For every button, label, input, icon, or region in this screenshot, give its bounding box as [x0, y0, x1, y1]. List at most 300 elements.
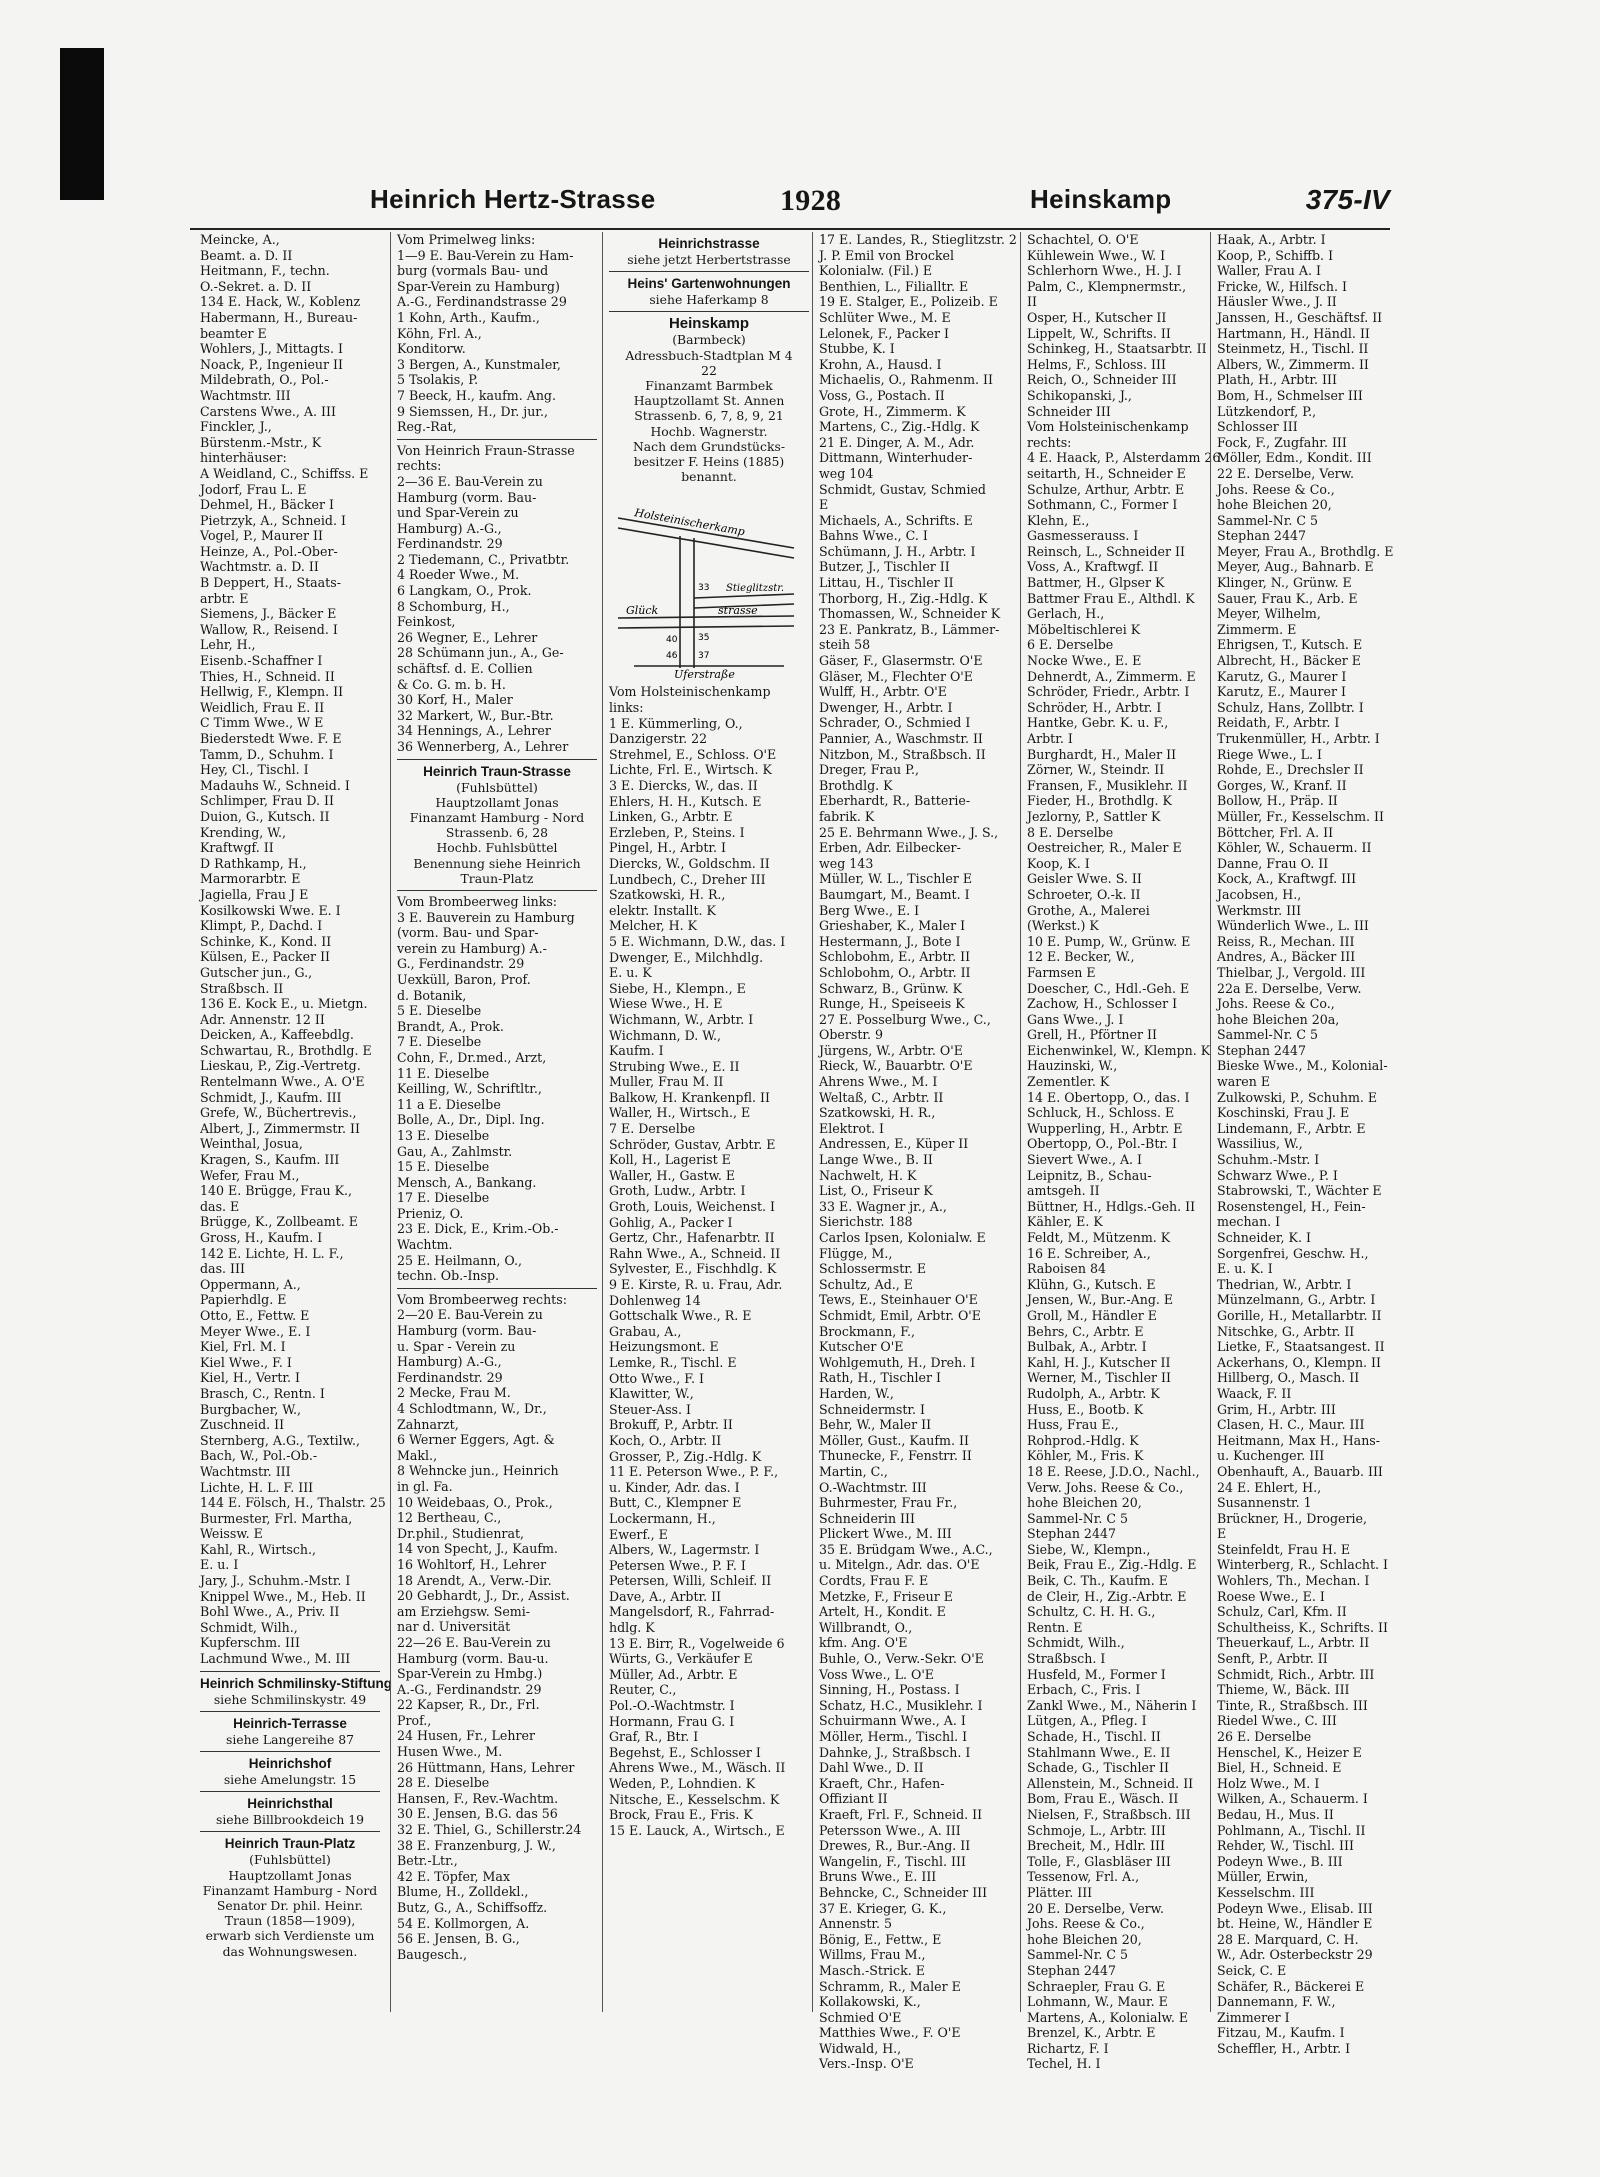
heinrich-traun-strasse-notes: [397, 780, 597, 886]
directory-entry: Reg.-Rat,: [397, 419, 457, 435]
directory-entry: Zulkowski, P., Schuhm. E: [1217, 1089, 1378, 1105]
directory-entry: Karutz, E., Maurer I: [1217, 684, 1346, 700]
directory-entry: Wohlers, J., Mittagts. I: [200, 341, 343, 357]
directory-entry: 17 E. Landes, R., Stieglitzstr. 2: [819, 232, 1017, 247]
directory-entry: Voss, A., Kraftwgf. II: [1027, 559, 1159, 575]
directory-entry: Lohmann, W., Maur. E: [1027, 1994, 1168, 2010]
directory-entry: Wichmann, W., Arbtr. I: [609, 1011, 754, 1027]
directory-entry: W., Adr. Osterbeckstr 29: [1217, 1947, 1373, 1963]
directory-entry: Michaelis, O., Rahmenm. II: [819, 372, 993, 388]
directory-entry: 26 Wegner, E., Lehrer: [397, 629, 538, 645]
directory-entry: weg 104: [819, 465, 874, 481]
directory-entry: Kesselschm. III: [1217, 1884, 1315, 1900]
directory-entry: 7 E. Dieselbe: [397, 1034, 482, 1050]
directory-entry: Tamm, D., Schuhm. I: [200, 746, 334, 762]
directory-entry: E. u. K. I: [1217, 1261, 1273, 1277]
directory-entry: Dittmann, Winterhuder-: [819, 450, 973, 466]
directory-entry: Koschinski, Frau J. E: [1217, 1105, 1350, 1121]
directory-entry: Grabau, A.,: [609, 1323, 682, 1339]
directory-entry: Buhle, O., Verw.-Sekr. O'E: [819, 1651, 984, 1667]
directory-entry: nar d. Universität: [397, 1619, 511, 1635]
directory-entry: Waller, H., Wirtsch., E: [609, 1105, 751, 1121]
directory-entry: Obenhauft, A., Bauarb. III: [1217, 1463, 1383, 1479]
directory-entry: steih 58: [819, 637, 871, 653]
directory-entry: Böttcher, Frl. A. II: [1217, 824, 1334, 840]
directory-entry: fabrik. K: [819, 808, 875, 824]
directory-entry: Wiese Wwe., H. E: [609, 996, 723, 1012]
directory-entry: Makl.,: [397, 1447, 438, 1463]
directory-entry: Mangelsdorf, R., Fahrrad-: [609, 1604, 775, 1620]
directory-entry: Meyer, Frau A., Brothdlg. E: [1217, 543, 1394, 559]
directory-entry: amtsgeh. II: [1027, 1183, 1100, 1199]
directory-entry: Geisler Wwe. S. II: [1027, 871, 1142, 887]
directory-entry: Brecheit, M., Hdlr. III: [1027, 1838, 1165, 1854]
directory-entry: Janssen, H., Geschäftsf. II: [1217, 309, 1383, 325]
column-3-entries: [609, 684, 809, 1838]
directory-entry: 22—26 E. Bau-Verein zu: [397, 1634, 551, 1650]
directory-entry: Schneider III: [1027, 403, 1111, 419]
column-1-entries: [200, 232, 386, 1667]
directory-entry: Prieniz, O.: [397, 1205, 464, 1221]
directory-entry: Behrs, C., Arbtr. E: [1027, 1323, 1144, 1339]
directory-entry: techn. Ob.-Insp.: [397, 1268, 500, 1284]
note-line: Adressbuch-Stadtplan M 4: [625, 347, 793, 363]
directory-entry: Grosser, P., Zig.-Hdlg. K: [609, 1448, 762, 1464]
column-5: [1020, 232, 1221, 2072]
directory-entry: Susannenstr. 1: [1217, 1495, 1312, 1511]
directory-entry: Matthies Wwe., F. O'E: [819, 2025, 961, 2041]
directory-entry: Kraeft, Chr., Hafen-: [819, 1775, 945, 1791]
directory-entry: A.-G., Ferdinandstr. 29: [397, 1681, 542, 1697]
directory-entry: Schulze, Arthur, Arbtr. E: [1027, 481, 1185, 497]
directory-entry: Szatkowski, H. R.,: [609, 887, 726, 903]
directory-entry: Schäfer, R., Bäckerei E: [1217, 1978, 1365, 1994]
directory-entry: Albert, J., Zimmermstr. II: [200, 1120, 360, 1136]
directory-entry: Albers, W., Lagermstr. I: [609, 1542, 760, 1558]
section-heading-heinrichstrasse: Heinrichstrasse: [658, 236, 760, 251]
directory-entry: Bruns Wwe., E. III: [819, 1869, 937, 1885]
directory-entry: Ewerf., E: [609, 1526, 668, 1542]
directory-entry: Vom Brombeerweg rechts:: [397, 1291, 567, 1307]
directory-entry: Schmidt, Wilh.,: [200, 1619, 298, 1635]
directory-entry: Theuerkauf, L., Arbtr. II: [1217, 1635, 1370, 1651]
directory-entry: 11 E. Peterson Wwe., P. F.,: [609, 1464, 779, 1480]
column-1-references: [200, 1671, 393, 1828]
directory-entry: Eichenwinkel, W., Klempn. K: [1027, 1042, 1211, 1058]
directory-entry: Allenstein, M., Schneid. II: [1027, 1775, 1194, 1791]
directory-entry: Palm, C., Klempnermstr.,: [1027, 278, 1187, 294]
directory-entry: Zuschneid. II: [200, 1417, 285, 1433]
directory-entry: Lundbech, C., Dreher III: [609, 871, 766, 887]
directory-entry: Wulff, H., Arbtr. O'E: [819, 684, 947, 700]
directory-entry: E: [1217, 1526, 1227, 1542]
note-line: Traun (1858—1909),: [224, 1913, 356, 1929]
directory-entry: Gertz, Chr., Hafenarbtr. II: [609, 1230, 775, 1246]
directory-entry: Verw. Johs. Reese & Co.,: [1027, 1479, 1184, 1495]
section-heading-heinrich-traun-strasse: Heinrich Traun-Strasse: [423, 763, 571, 779]
directory-entry: Battmer, H., Glpser K: [1027, 575, 1165, 591]
directory-entry: Butt, C., Klempner E: [609, 1495, 742, 1511]
directory-entry: Siebe, W., Klempn.,: [1027, 1541, 1151, 1557]
directory-entry: Thedrian, W., Arbtr. I: [1217, 1276, 1352, 1292]
directory-entry: Kiel Wwe., F. I: [200, 1354, 292, 1370]
directory-entry: Kahl, R., Wirtsch.,: [200, 1541, 317, 1557]
directory-entry: Külsen, E., Packer II: [200, 949, 331, 965]
directory-entry: 136 E. Kock E., u. Mietgn.: [200, 996, 368, 1012]
film-scan-edge: [60, 48, 104, 200]
directory-entry: Brock, Frau E., Fris. K: [609, 1807, 753, 1823]
directory-entry: Cohn, F., Dr.med., Arzt,: [397, 1049, 547, 1065]
directory-entry: 32 E. Thiel, G., Schillerstr.24: [397, 1822, 582, 1838]
directory-entry: Bulbak, A., Arbtr. I: [1027, 1339, 1147, 1355]
directory-entry: Lippelt, W., Schrifts. II: [1027, 325, 1171, 341]
directory-entry: schäftsf. d. E. Collien: [397, 661, 533, 677]
divider: [397, 759, 597, 760]
divider: [200, 1751, 380, 1752]
directory-entry: Oestreicher, R., Maler E: [1027, 840, 1182, 856]
directory-entry: Bom, Frau E., Wäsch. II: [1027, 1791, 1179, 1807]
directory-entry: Nocke Wwe., E. E: [1027, 653, 1142, 669]
directory-entry: 36 Wennerberg, A., Lehrer: [397, 739, 569, 754]
directory-entry: Burghardt, H., Maler II: [1027, 746, 1177, 762]
directory-entry: Häusler Wwe., J. II: [1217, 294, 1337, 310]
directory-entry: Graf, R., Btr. I: [609, 1729, 699, 1745]
directory-entry: Straßbsch. I: [1027, 1651, 1106, 1667]
directory-entry: 144 E. Fölsch, H., Thalstr. 25: [200, 1495, 386, 1511]
directory-entry: Zahnarzt,: [397, 1416, 459, 1432]
directory-entry: Andres, A., Bäcker III: [1217, 949, 1356, 965]
directory-entry: 1 E. Kümmerling, O.,: [609, 715, 743, 731]
directory-entry: 6 E. Derselbe: [1027, 637, 1114, 653]
directory-entry: Gorille, H., Metallarbtr. II: [1217, 1307, 1382, 1323]
directory-entry: Madauhs W., Schneid. I: [200, 777, 350, 793]
directory-entry: Martin, C.,: [819, 1463, 888, 1479]
directory-entry: Seick, C. E: [1217, 1962, 1287, 1978]
directory-entry: Möbeltischlerei K: [1027, 621, 1141, 637]
header-street-right: Heinskamp: [1030, 184, 1172, 214]
divider: [397, 1288, 597, 1289]
directory-entry: 22 E. Derselbe, Verw.: [1217, 465, 1354, 481]
directory-entry: rechts:: [1027, 434, 1072, 450]
directory-entry: Jürgens, W., Arbtr. O'E: [819, 1042, 963, 1058]
directory-entry: O.-Sekret. a. D. II: [200, 278, 312, 294]
directory-entry: hohe Bleichen 20,: [1027, 1495, 1142, 1511]
directory-entry: Schmied O'E: [819, 2009, 902, 2025]
directory-entry: Waller, Frau A. I: [1217, 263, 1321, 279]
directory-entry: (Werkst.) K: [1027, 918, 1099, 934]
directory-entry: Meyer, Aug., Bahnarb. E: [1217, 559, 1374, 575]
section-heading-heinskamp: Heinskamp: [668, 315, 750, 333]
directory-entry: rechts:: [397, 458, 442, 474]
directory-entry: waren E: [1217, 1074, 1271, 1090]
map-road-glucks-lower: [618, 626, 794, 628]
directory-entry: Zörner, W., Steindr. II: [1027, 762, 1165, 778]
directory-entry: Linken, G., Arbtr. E: [609, 809, 733, 825]
directory-entry: Andressen, E., Küper II: [819, 1136, 969, 1152]
directory-entry: Bahns Wwe., C. I: [819, 528, 928, 544]
divider: [200, 1791, 380, 1792]
directory-entry: Gläser, M., Flechter O'E: [819, 668, 973, 684]
directory-entry: 2 Tiedemann, C., Privatbtr.: [397, 551, 570, 567]
directory-entry: in gl. Fa.: [397, 1478, 453, 1494]
divider: [397, 890, 597, 891]
directory-entry: Grote, H., Zimmerm. K: [819, 403, 966, 419]
directory-entry: Schulz, Carl, Kfm. II: [1217, 1604, 1347, 1620]
directory-entry: Bollow, H., Präp. II: [1217, 793, 1338, 809]
directory-entry: 34 Hennings, A., Lehrer: [397, 723, 551, 739]
directory-entry: am Erziehgsw. Semi-: [397, 1603, 531, 1619]
directory-entry: Schatz, H.C., Musiklehr. I: [819, 1697, 983, 1713]
reference-note: siehe Langereihe 87: [225, 1731, 354, 1747]
directory-entry: Klühn, G., Kutsch. E: [1027, 1276, 1156, 1292]
directory-entry: Grothe, A., Malerei: [1027, 902, 1150, 918]
directory-entry: 7 Beeck, H., kaufm. Ang.: [397, 387, 556, 403]
directory-entry: hohe Bleichen 20,: [1027, 1931, 1142, 1947]
note-line: erwarb sich Verdienste um: [205, 1928, 375, 1944]
note-line: (Fuhlsbüttel): [249, 1852, 331, 1868]
directory-entry: arbtr. E: [200, 590, 249, 606]
directory-entry: Willbrandt, O.,: [819, 1619, 913, 1635]
directory-entry: O.-Wachtmstr. III: [819, 1479, 927, 1495]
directory-entry: 35 E. Brüdgam Wwe., A.C.,: [819, 1541, 993, 1557]
directory-entry: Thunecke, F., Fenstrr. II: [819, 1448, 972, 1464]
directory-entry: Uexküll, Baron, Prof.: [397, 971, 531, 987]
header-page-number: 375-IV: [1305, 184, 1390, 215]
directory-entry: 3 E. Diercks, W., das. II: [609, 778, 758, 793]
directory-entry: Meyer Wwe., E. I: [200, 1323, 311, 1339]
directory-entry: elektr. Installt. K: [609, 902, 716, 918]
directory-entry: Helms, F., Schloss. III: [1027, 356, 1166, 372]
directory-entry: Gohlig, A., Packer I: [609, 1214, 733, 1230]
directory-entry: Jagiella, Frau J E: [200, 886, 309, 902]
directory-entry: Tolle, F., Glasbläser III: [1027, 1853, 1171, 1869]
directory-entry: Ackerhans, O., Klempn. II: [1217, 1354, 1382, 1370]
map-label-uferstrasse: Uferstraße: [674, 668, 735, 682]
directory-entry: Rieck, W., Bauarbtr. O'E: [819, 1058, 973, 1074]
directory-entry: 2—36 E. Bau-Verein zu: [397, 473, 543, 489]
directory-entry: Sierichstr. 188: [819, 1214, 913, 1230]
directory-entry: Sievert Wwe., A. I: [1027, 1152, 1143, 1168]
directory-entry: Schlosser III: [1217, 419, 1298, 435]
directory-entry: Schultz, Ad., E: [819, 1276, 913, 1292]
directory-entry: (vorm. Bau- und Spar-: [397, 925, 539, 941]
directory-entry: Kutscher O'E: [819, 1339, 904, 1355]
directory-entry: Sammel-Nr. C 5: [1027, 1510, 1129, 1526]
directory-entry: Thorborg, H., Zig.-Hdlg. K: [819, 590, 988, 606]
column-2-entries-continued: [397, 894, 597, 1962]
directory-entry: Lelonek, F., Packer I: [819, 325, 949, 341]
map-label-stieglitzstr: Stieglitzstr.: [726, 583, 785, 595]
directory-entry: Stephan 2447: [1027, 1526, 1116, 1542]
directory-entry: Schroeter, O.-k. II: [1027, 886, 1141, 902]
directory-entry: Dahnke, J., Straßbsch. I: [819, 1744, 971, 1760]
directory-entry: 15 E. Dieselbe: [397, 1159, 490, 1175]
directory-entry: Lehr, H.,: [200, 637, 256, 653]
directory-entry: Müller, W. L., Tischler E: [819, 871, 973, 887]
directory-entry: Schröder, H., Arbtr. I: [1027, 699, 1162, 715]
directory-entry: 11 a E. Dieselbe: [397, 1096, 501, 1112]
directory-entry: Spar-Verein zu Hamburg): [397, 278, 560, 294]
directory-entry: Drewes, R., Bur.-Ang. II: [819, 1838, 971, 1854]
directory-entry: Jensen, W., Bur.-Ang. E: [1027, 1292, 1174, 1308]
directory-entry: Vers.-Insp. O'E: [819, 2056, 914, 2072]
directory-entry: und Spar-Verein zu: [397, 505, 519, 521]
directory-entry: 5 E. Dieselbe: [397, 1003, 482, 1019]
directory-entry: Vom Brombeerweg links:: [397, 894, 558, 910]
directory-entry: Rath, H., Tischler I: [819, 1370, 941, 1386]
directory-entry: Burmester, Frl. Martha,: [200, 1510, 353, 1526]
directory-entry: Trukenmüller, H., Arbtr. I: [1217, 731, 1380, 746]
directory-entry: Muller, Frau M. II: [609, 1074, 724, 1090]
directory-entry: Senft, P., Arbtr. II: [1217, 1651, 1328, 1667]
directory-entry: Mensch, A., Bankang.: [397, 1174, 537, 1190]
directory-entry: das. E: [200, 1198, 240, 1214]
directory-entry: Benthien, L., Filialltr. E: [819, 278, 969, 294]
directory-entry: 1 Kohn, Arth., Kaufm.,: [397, 309, 540, 325]
reference-note: siehe Schmilinskystr. 49: [213, 1691, 367, 1707]
directory-entry: Albrecht, H., Bäcker E: [1217, 653, 1361, 669]
directory-entry: Riedel Wwe., C. III: [1217, 1713, 1337, 1729]
directory-entry: Huss, E., Bootb. K: [1027, 1401, 1144, 1417]
directory-entry: 134 E. Hack, W., Koblenz: [200, 294, 361, 310]
directory-entry: Wachtm.: [397, 1237, 453, 1253]
directory-entry: Sammel-Nr. C 5: [1217, 1027, 1319, 1043]
directory-entry: J. P. Emil von Brockel: [819, 247, 955, 263]
section-heading: Heinrich-Terrasse: [233, 1715, 347, 1731]
directory-entry: Weden, P., Lohndien. K: [609, 1776, 756, 1791]
directory-entry: Jezlorny, P., Sattler K: [1027, 808, 1161, 824]
note-line: Finanzamt Hamburg - Nord: [202, 1882, 378, 1898]
directory-entry: Sylvester, E., Fischhdlg. K: [609, 1261, 777, 1277]
directory-entry: 3 Bergen, A., Kunstmaler,: [397, 356, 561, 372]
directory-entry: Steinmetz, H., Tischl. II: [1217, 341, 1369, 357]
directory-entry: Littau, H., Tischler II: [819, 575, 954, 591]
directory-entry: E. u. I: [200, 1557, 239, 1573]
directory-entry: Pohlmann, A., Tischl. II: [1217, 1822, 1366, 1838]
directory-entry: Klehn, E.,: [1027, 512, 1090, 528]
directory-entry: Feldt, M., Mützenm. K: [1027, 1230, 1171, 1245]
divider: [609, 311, 809, 312]
directory-entry: Dehnerdt, A., Zimmerm. E: [1027, 668, 1196, 684]
directory-entry: Eisenb.-Schaffner I: [200, 653, 323, 669]
directory-entry: Würts, G., Verkäufer E: [609, 1651, 753, 1667]
directory-entry: Sternberg, A.G., Textilw.,: [200, 1432, 360, 1448]
directory-entry: Hamburg (vorm. Bau-: [397, 1323, 537, 1339]
directory-entry: Möller, Edm., Kondit. III: [1217, 450, 1372, 466]
directory-entry: Richartz, F. I: [1027, 2040, 1109, 2056]
directory-entry: Diercks, W., Goldschm. II: [609, 855, 770, 871]
directory-entry: Balkow, H. Krankenpfl. II: [609, 1089, 770, 1105]
directory-entry: Steinfeldt, Frau H. E: [1217, 1541, 1351, 1557]
directory-entry: Erbach, C., Fris. I: [1027, 1682, 1141, 1698]
directory-entry: Schmidt, Gustav, Schmied: [819, 481, 986, 497]
directory-entry: 4 Schlodtmann, W., Dr.,: [397, 1401, 547, 1417]
directory-entry: de Cleir, H., Zig.-Arbtr. E: [1027, 1588, 1187, 1604]
directory-entry: Lichte, H. L. F. III: [200, 1479, 314, 1495]
directory-entry: Szatkowski, H. R.,: [819, 1105, 936, 1121]
directory-entry: 4 E. Haack, P., Alsterdamm 26: [1027, 450, 1221, 466]
directory-entry: Lietke, F., Staatsangest. II: [1217, 1339, 1385, 1355]
directory-entry: Albers, W., Zimmerm. II: [1217, 356, 1369, 372]
directory-entry: Danzigerstr. 22: [609, 731, 708, 747]
directory-entry: Tinte, R., Straßbsch. III: [1217, 1697, 1368, 1713]
map-label-holsteinischerkamp: Holsteinischerkamp: [633, 506, 746, 539]
directory-entry: 16 E. Schreiber, A.,: [1027, 1245, 1151, 1261]
directory-entry: 4 Roeder Wwe., M.: [397, 567, 520, 583]
directory-entry: Rentn. E: [1027, 1619, 1083, 1635]
directory-entry: 28 E. Marquard, C. H.: [1217, 1931, 1359, 1947]
directory-entry: Wassilius, W.,: [1217, 1136, 1303, 1152]
divider: [200, 1711, 380, 1712]
directory-entry: Lockermann, H.,: [609, 1510, 716, 1526]
directory-entry: 5 E. Wichmann, D.W., das. I: [609, 933, 786, 949]
directory-entry: Hamburg (vorm. Bau-: [397, 489, 537, 505]
directory-entry: Wachtmstr. a. D. II: [200, 559, 319, 575]
directory-entry: Strehmel, E., Schloss. O'E: [609, 746, 777, 762]
directory-entry: Klimpt, P., Dachd. I: [200, 918, 323, 934]
directory-entry: Hey, Cl., Tischl. I: [200, 762, 309, 778]
directory-entry: Behncke, C., Schneider III: [819, 1884, 988, 1900]
directory-entry: Plickert Wwe., M. III: [819, 1526, 952, 1542]
directory-entry: Rohde, E., Drechsler II: [1217, 762, 1364, 778]
directory-entry: Ahrens Wwe., M. I: [819, 1074, 938, 1090]
directory-entry: Artelt, H., Kondit. E: [819, 1604, 946, 1620]
directory-entry: D Rathkamp, H.,: [200, 855, 307, 871]
directory-entry: Dreger, Frau P.,: [819, 762, 920, 778]
directory-entry: Ahrens Wwe., M., Wäsch. II: [609, 1760, 786, 1776]
directory-entry: 17 E. Dieselbe: [397, 1190, 490, 1206]
directory-entry: Betr.-Ltr.,: [397, 1853, 458, 1869]
directory-entry: Schulz, Hans, Zollbtr. I: [1217, 699, 1364, 715]
directory-entry: Wohlers, Th., Mechan. I: [1217, 1573, 1370, 1589]
directory-entry: Hillberg, O., Masch. II: [1217, 1370, 1360, 1386]
directory-entry: Nitsche, E., Kesselschm. K: [609, 1791, 780, 1807]
directory-entry: Werkmstr. III: [1217, 902, 1302, 918]
directory-entry: Sinning, H., Postass. I: [819, 1682, 960, 1698]
directory-entry: Wilken, A., Schauerm. I: [1217, 1791, 1368, 1807]
directory-entry: 30 Korf, H., Maler: [397, 692, 513, 708]
directory-entry: Zimmerer I: [1217, 2009, 1290, 2025]
reference-note: siehe Haferkamp 8: [649, 292, 769, 308]
note-line: das Wohnungswesen.: [222, 1943, 358, 1959]
directory-entry: Biel, H., Schneid. E: [1217, 1760, 1342, 1776]
directory-entry: Lachmund Wwe., M. III: [200, 1651, 351, 1667]
directory-entry: Begehst, E., Schlosser I: [609, 1744, 761, 1760]
directory-entry: Vogel, P., Maurer II: [200, 528, 323, 544]
directory-entry: Eberhardt, R., Batterie-: [819, 793, 971, 809]
directory-entry: Heitmann, Max H., Hans-: [1217, 1432, 1381, 1448]
directory-entry: verein zu Hamburg) A.-: [397, 940, 547, 956]
directory-entry: Müller, Ad., Arbtr. E: [609, 1666, 738, 1682]
directory-entry: Weidlich, Frau E. II: [200, 699, 325, 715]
directory-entry: Rehder, W., Tischl. III: [1217, 1838, 1354, 1854]
note-line: Finanzamt Barmbek: [645, 378, 773, 394]
directory-entry: u. Kuchenger. III: [1217, 1448, 1325, 1464]
directory-entry: Gasmesserauss. I: [1027, 528, 1139, 544]
directory-entry: Otto Wwe., F. I: [609, 1370, 704, 1386]
directory-entry: weg 143: [819, 855, 874, 871]
directory-entry: Bohl Wwe., A., Priv. II: [200, 1604, 340, 1620]
directory-columns: [190, 232, 1394, 2072]
directory-entry: Gans Wwe., J. I: [1027, 1011, 1124, 1027]
column-6-entries: [1217, 232, 1393, 2056]
directory-entry: Gau, A., Zahlmstr.: [397, 1143, 513, 1159]
directory-entry: Kraftwgf. II: [200, 840, 274, 856]
directory-entry: Roese Wwe., E. I: [1217, 1588, 1325, 1604]
directory-entry: C Timm Wwe., W E: [200, 715, 324, 731]
directory-entry: Hansen, F., Rev.-Wachtm.: [397, 1790, 559, 1806]
directory-entry: Klinger, N., Grünw. E: [1217, 575, 1352, 591]
